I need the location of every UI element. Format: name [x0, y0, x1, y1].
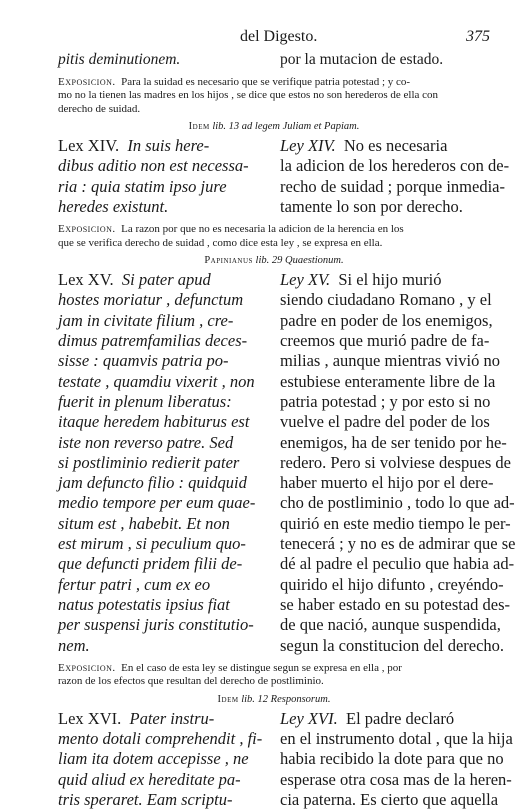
spanish-line: estubiese enteramente libre de la	[280, 371, 496, 391]
latin-text: In suis here-	[127, 136, 210, 155]
book-page	[58, 24, 516, 810]
latin-line: tris speraret. Eam scriptu-	[58, 790, 233, 810]
top-continuation-row	[58, 50, 490, 70]
exposition-line: derecho de suidad.	[58, 102, 141, 115]
latin-line: est mirum , si peculium quo-	[58, 534, 246, 554]
exposition-text: La razon por que no es necesaria la adicion de la herencia en los	[121, 223, 404, 236]
source-work: lib. 13 ad legem Juliam et Papiam.	[212, 121, 360, 132]
latin-line: fuerit in plenum liberatus:	[58, 391, 232, 411]
latin-column	[58, 270, 268, 656]
latin-line: fertur patri , cum ex eo	[58, 574, 211, 594]
source-author: Idem	[188, 121, 210, 132]
spanish-column	[280, 270, 516, 656]
latin-line	[58, 270, 268, 290]
spanish-line: esperase otra cosa mas de la heren-	[280, 769, 512, 789]
source-author: Idem	[217, 693, 239, 705]
source-work: lib. 29 Quaestionum.	[255, 255, 344, 267]
law-15	[58, 270, 516, 656]
spanish-line: vuelve el padre del poder de los	[280, 412, 490, 432]
spanish-text: El padre declaró	[345, 708, 455, 728]
law-heading: Lex XVI.	[58, 708, 122, 728]
spanish-line: de que nació, aunque suspendida,	[280, 615, 501, 635]
law-16	[58, 708, 513, 810]
exposition-label: Exposicion.	[58, 75, 116, 88]
law-heading: Ley XV.	[280, 270, 331, 290]
exposition-line	[58, 76, 490, 90]
latin-line: quid aliud ex hereditate pa-	[58, 769, 241, 789]
spanish-line: cho de postliminio , todo lo que ad-	[280, 493, 515, 513]
latin-line: que defuncti pridem filii de-	[58, 554, 243, 574]
spanish-line: habia recibido la dote para que no	[280, 749, 504, 769]
spanish-line: redero. Pero si volviese despues de	[280, 452, 511, 472]
law-heading: Ley XIV.	[280, 136, 336, 155]
latin-column	[58, 136, 268, 217]
latin-line: sisse : quamvis patria po-	[58, 351, 229, 371]
latin-line: heredes existunt.	[58, 196, 169, 216]
spanish-line: haber muerto el hijo por el dere-	[280, 473, 494, 493]
spanish-line	[280, 136, 490, 156]
spanish-line: segun la constitucion del derecho.	[280, 635, 505, 655]
exposition-label: Exposicion.	[58, 223, 116, 236]
source-citation	[58, 121, 490, 132]
latin-line: dibus aditio non est necessa-	[58, 156, 249, 176]
latin-line: jam in civitate filium , cre-	[58, 310, 234, 330]
latin-line: iste non reverso patre. Sed	[58, 432, 234, 452]
latin-line: jam defuncto filio : quidquid	[58, 473, 247, 493]
spanish-line: siendo ciudadano Romano , y el	[280, 290, 492, 310]
latin-column	[58, 709, 268, 810]
spanish-column	[280, 136, 510, 217]
exposition-line	[58, 223, 490, 237]
spanish-line: tamente lo son por derecho.	[280, 196, 463, 216]
source-author: Papinianus	[204, 255, 253, 267]
exposition-line	[58, 662, 490, 676]
running-header	[58, 24, 490, 48]
spanish-line: se haber estado en su potestad des-	[280, 594, 511, 614]
exposition-text: En el caso de esta ley se distingue segun se expresa en ella , por	[121, 661, 402, 674]
exposition-line: mo no la tienen las madres en los hijos , se dice que estos no son herederos de ella con	[58, 89, 439, 101]
latin-line	[58, 709, 268, 729]
page-number: 375	[466, 28, 490, 45]
latin-line: si postliminio redierit pater	[58, 452, 240, 472]
latin-text: Pater instru-	[129, 708, 215, 728]
spanish-column	[280, 50, 490, 70]
exposition-text: Para la suidad es necesario que se verifique patria potestad ; y co-	[121, 75, 411, 88]
spanish-line: creemos que murió padre de fa-	[280, 331, 490, 351]
source-citation	[58, 694, 490, 705]
spanish-line: en el instrumento dotal , que la hija	[280, 729, 513, 749]
spanish-text: No es necesaria	[343, 136, 448, 155]
exposition-note	[58, 662, 490, 689]
spanish-text: Si el hijo murió	[338, 270, 442, 290]
spanish-line: la adicion de los herederos con de-	[280, 156, 510, 176]
exposition-label: Exposicion.	[58, 661, 116, 674]
running-title: del Digesto.	[240, 28, 318, 45]
source-work: lib. 12 Responsorum.	[241, 693, 331, 705]
spanish-line: quirido el hijo difunto , creyéndo-	[280, 574, 504, 594]
latin-line: liam ita dotem accepisse , ne	[58, 749, 249, 769]
law-heading: Lex XV.	[58, 270, 114, 290]
latin-line: dimus patremfamilias deces-	[58, 331, 248, 351]
spanish-line: quirió en este medio tiempo le per-	[280, 513, 511, 533]
exposition-line: que se verifica derecho de suidad , como dice esta ley , se expresa en ella.	[58, 236, 383, 249]
latin-line	[58, 136, 268, 156]
exposition-note	[58, 76, 490, 117]
law-heading: Ley XVI.	[280, 708, 338, 728]
latin-line: testate , quamdiu vixerit , non	[58, 371, 255, 391]
spanish-line: por la mutacion de estado.	[280, 51, 444, 68]
latin-column	[58, 50, 268, 70]
spanish-line: padre en poder de los enemigos,	[280, 310, 493, 330]
latin-line: per suspensi juris constitutio-	[58, 615, 254, 635]
latin-line: medio tempore per eum quae-	[58, 493, 256, 513]
latin-text: Si pater apud	[121, 270, 211, 290]
latin-line: ria : quia statim ipso jure	[58, 176, 227, 196]
law-14	[58, 136, 510, 217]
source-citation	[58, 255, 490, 266]
spanish-line: tenecerá ; y no es de admirar que se	[280, 534, 516, 554]
latin-line: nem.	[58, 635, 90, 655]
spanish-line: milias , aunque mientras vivió no	[280, 351, 500, 371]
spanish-line	[280, 270, 490, 290]
latin-line: itaque heredem habiturus est	[58, 412, 250, 432]
spanish-column	[280, 708, 513, 810]
spanish-line	[280, 709, 490, 729]
latin-line: hostes moriatur , defunctum	[58, 290, 244, 310]
latin-line: natus potestatis ipsius fiat	[58, 594, 230, 614]
exposition-line: razon de los efectos que resultan del derecho de postliminio.	[58, 675, 324, 688]
law-heading: Lex XIV.	[58, 136, 120, 155]
latin-line: pitis deminutionem.	[58, 51, 181, 68]
spanish-line: dé al padre el peculio que habia ad-	[280, 554, 515, 574]
latin-line: situm est , habebit. Et non	[58, 513, 230, 533]
spanish-line: recho de suidad ; porque inmedia-	[280, 176, 505, 196]
latin-line: mento dotali comprehendit , fi-	[58, 729, 263, 749]
exposition-note	[58, 223, 490, 250]
spanish-line: enemigos, ha de ser tenido por he-	[280, 432, 507, 452]
spanish-line: cia paterna. Es cierto que aquella	[280, 790, 499, 810]
spanish-line: patria potestad ; y por esto si no	[280, 391, 491, 411]
